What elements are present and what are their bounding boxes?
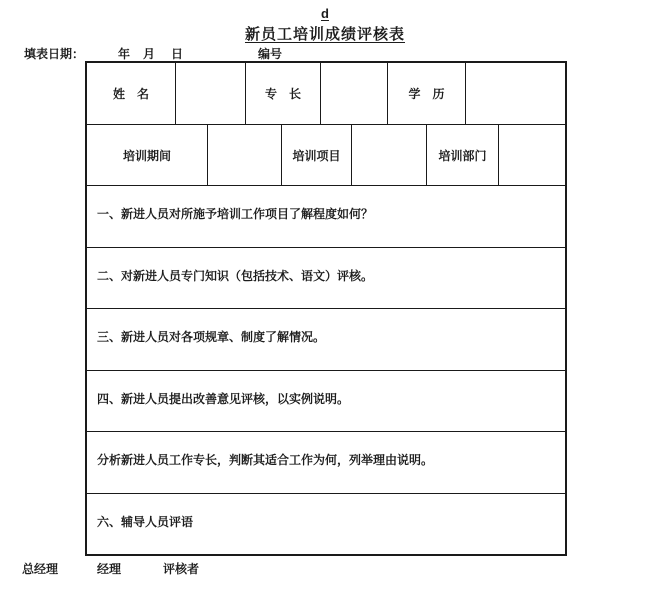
question-4-text: 四、新进人员提出改善意见评核，以实例说明。 [97, 391, 350, 406]
specialty-value-cell[interactable] [321, 63, 388, 124]
training-project-value-cell[interactable] [352, 125, 427, 185]
question-row-3[interactable] [87, 309, 565, 371]
question-2-text: 二、对新进人员专门知识（包括技术、语文）评核。 [97, 268, 374, 283]
question-1-text: 一、新进人员对所施予培训工作项目了解程度如何？ [97, 207, 374, 221]
question-row-1[interactable] [87, 186, 565, 248]
name-label-cell: 姓 名 [87, 63, 176, 124]
signature-evaluator: 评核者 [163, 562, 200, 576]
training-period-value-cell[interactable] [208, 125, 282, 185]
training-project-label-cell: 培训项目 [282, 125, 352, 185]
question-5-text: 分析新进人员工作专长，判断其适合工作为何，列举理由说明。 [97, 453, 434, 467]
evaluation-table [85, 61, 567, 556]
question-6-text: 六、辅导人员评语 [97, 514, 194, 529]
training-department-label-cell: 培训部门 [427, 125, 499, 185]
info-row-training [87, 125, 565, 186]
training-department-value-cell[interactable] [499, 125, 565, 185]
question-row-5[interactable] [87, 432, 565, 494]
year-label: 年 [118, 47, 131, 61]
info-row-personal [87, 63, 565, 125]
name-value-cell[interactable] [176, 63, 246, 124]
fill-date-label: 填表日期： [24, 47, 85, 61]
education-value-cell[interactable] [466, 63, 565, 124]
question-3-text: 三、新进人员对各项规章、制度了解情况。 [97, 330, 326, 344]
question-row-4[interactable] [87, 371, 565, 433]
form-title: 新员工培训成绩评核表 [244, 26, 405, 43]
signature-manager: 经理 [97, 562, 122, 576]
training-period-label-cell: 培训期间 [87, 125, 208, 185]
corner-mark: d [321, 6, 329, 21]
signature-general-manager: 总经理 [22, 562, 59, 576]
question-row-2[interactable] [87, 248, 565, 310]
serial-number-label: 编号 [258, 47, 283, 61]
day-label: 日 [171, 47, 184, 61]
education-label-cell: 学 历 [388, 63, 466, 124]
month-label: 月 [143, 47, 156, 61]
question-row-6[interactable] [87, 494, 565, 555]
specialty-label-cell: 专 长 [246, 63, 321, 124]
